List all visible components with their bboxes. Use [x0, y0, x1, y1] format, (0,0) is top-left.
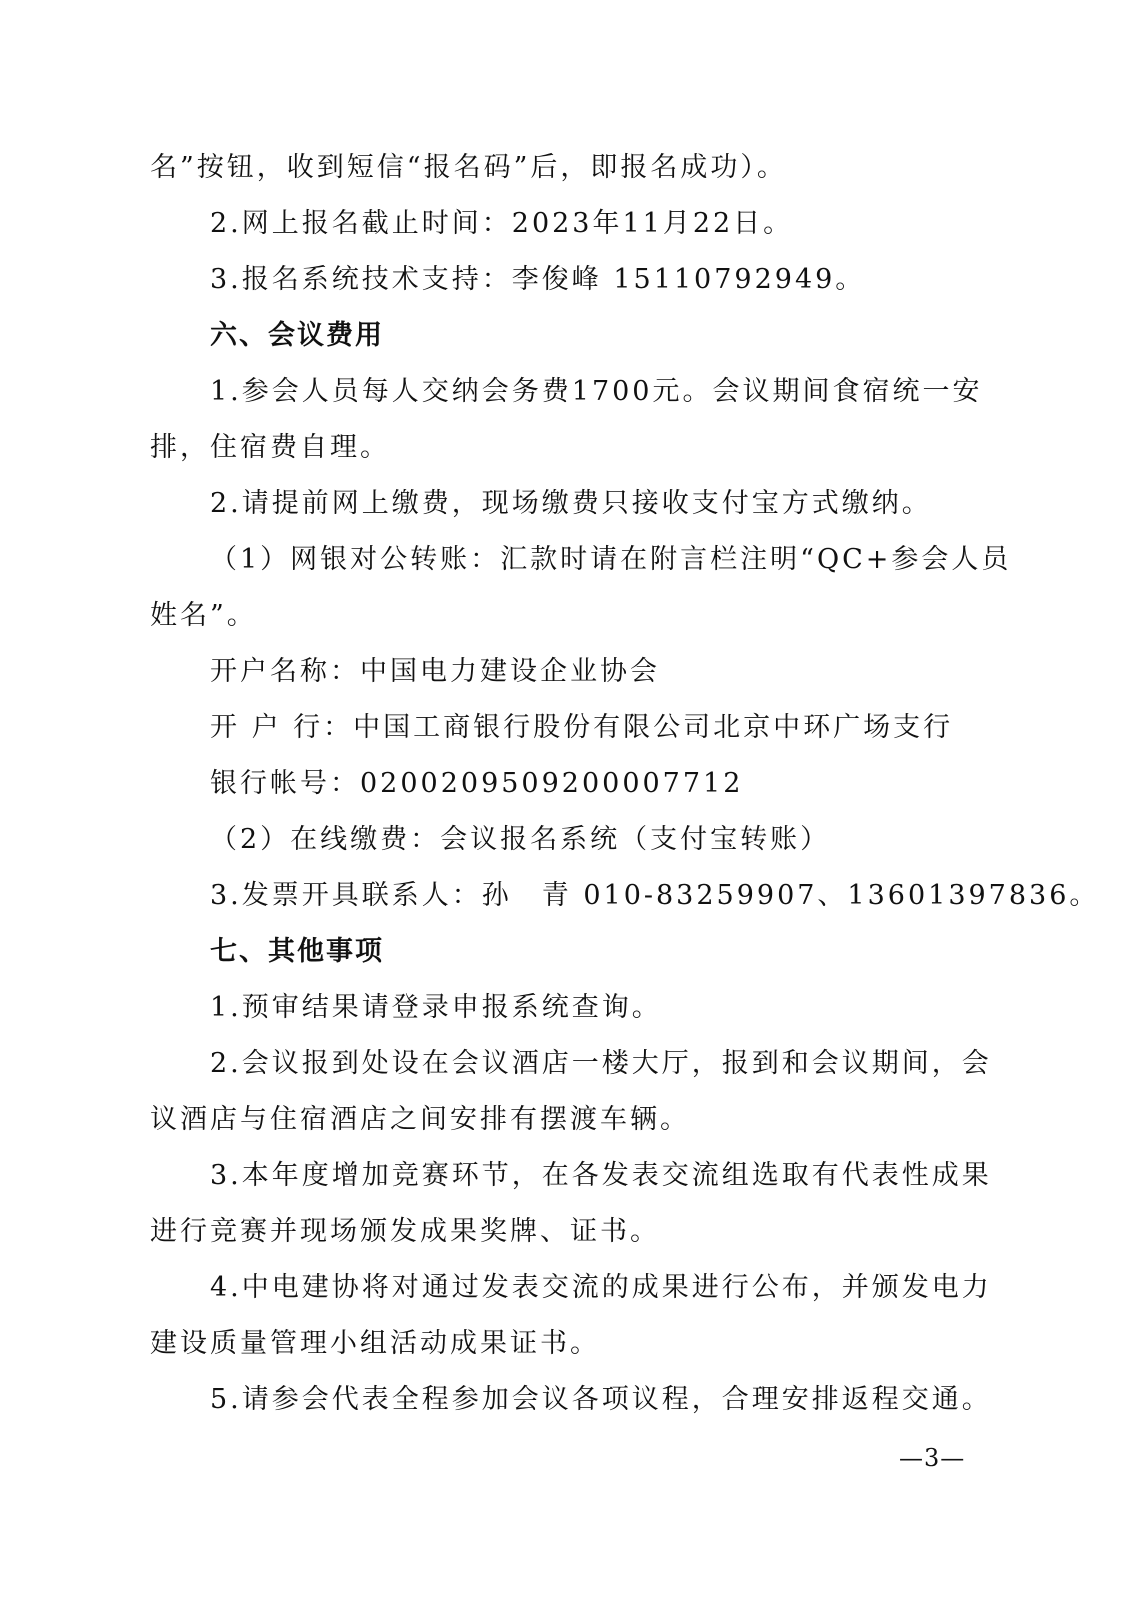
paragraph-line: 2.会议报到处设在会议酒店一楼大厅，报到和会议期间，会	[210, 1048, 992, 1079]
paragraph-line: 议酒店与住宿酒店之间安排有摆渡车辆。	[150, 1104, 690, 1135]
paragraph-line: （1）网银对公转账：汇款时请在附言栏注明“QC+参会人员	[210, 544, 1012, 575]
paragraph-line: 2.请提前网上缴费，现场缴费只接收支付宝方式缴纳。	[210, 488, 932, 519]
page-number: —3—	[899, 1444, 966, 1472]
paragraph-line: 4.中电建协将对通过发表交流的成果进行公布，并颁发电力	[210, 1272, 992, 1303]
paragraph-line: 2.网上报名截止时间：2023年11月22日。	[210, 208, 794, 239]
paragraph-line: 5.请参会代表全程参加会议各项议程，合理安排返程交通。	[210, 1384, 992, 1415]
paragraph-line: 进行竞赛并现场颁发成果奖牌、证书。	[150, 1216, 660, 1247]
paragraph-line: 排，住宿费自理。	[150, 432, 390, 463]
account-number-line: 银行帐号：0200209509200007712	[210, 768, 744, 799]
paragraph-line: 建设质量管理小组活动成果证书。	[150, 1328, 600, 1359]
section-heading: 六、会议费用	[210, 320, 384, 351]
paragraph-line: 姓名”。	[150, 600, 257, 631]
account-name-line: 开户名称：中国电力建设企业协会	[210, 656, 660, 687]
bank-branch-line: 开 户 行：中国工商银行股份有限公司北京中环广场支行	[210, 712, 954, 743]
paragraph-line: 1.预审结果请登录申报系统查询。	[210, 992, 662, 1023]
paragraph-line: 3.本年度增加竞赛环节，在各发表交流组选取有代表性成果	[210, 1160, 992, 1191]
paragraph-line: 3.报名系统技术支持：李俊峰 15110792949。	[210, 264, 866, 295]
paragraph-line: 1.参会人员每人交纳会务费1700元。会议期间食宿统一安	[210, 376, 983, 407]
section-heading: 七、其他事项	[210, 936, 384, 967]
paragraph-line: 3.发票开具联系人：孙 青 010-83259907、13601397836。	[210, 880, 1100, 911]
paragraph-line: 名”按钮，收到短信“报名码”后，即报名成功）。	[150, 152, 787, 183]
paragraph-line: （2）在线缴费：会议报名系统（支付宝转账）	[210, 824, 831, 855]
